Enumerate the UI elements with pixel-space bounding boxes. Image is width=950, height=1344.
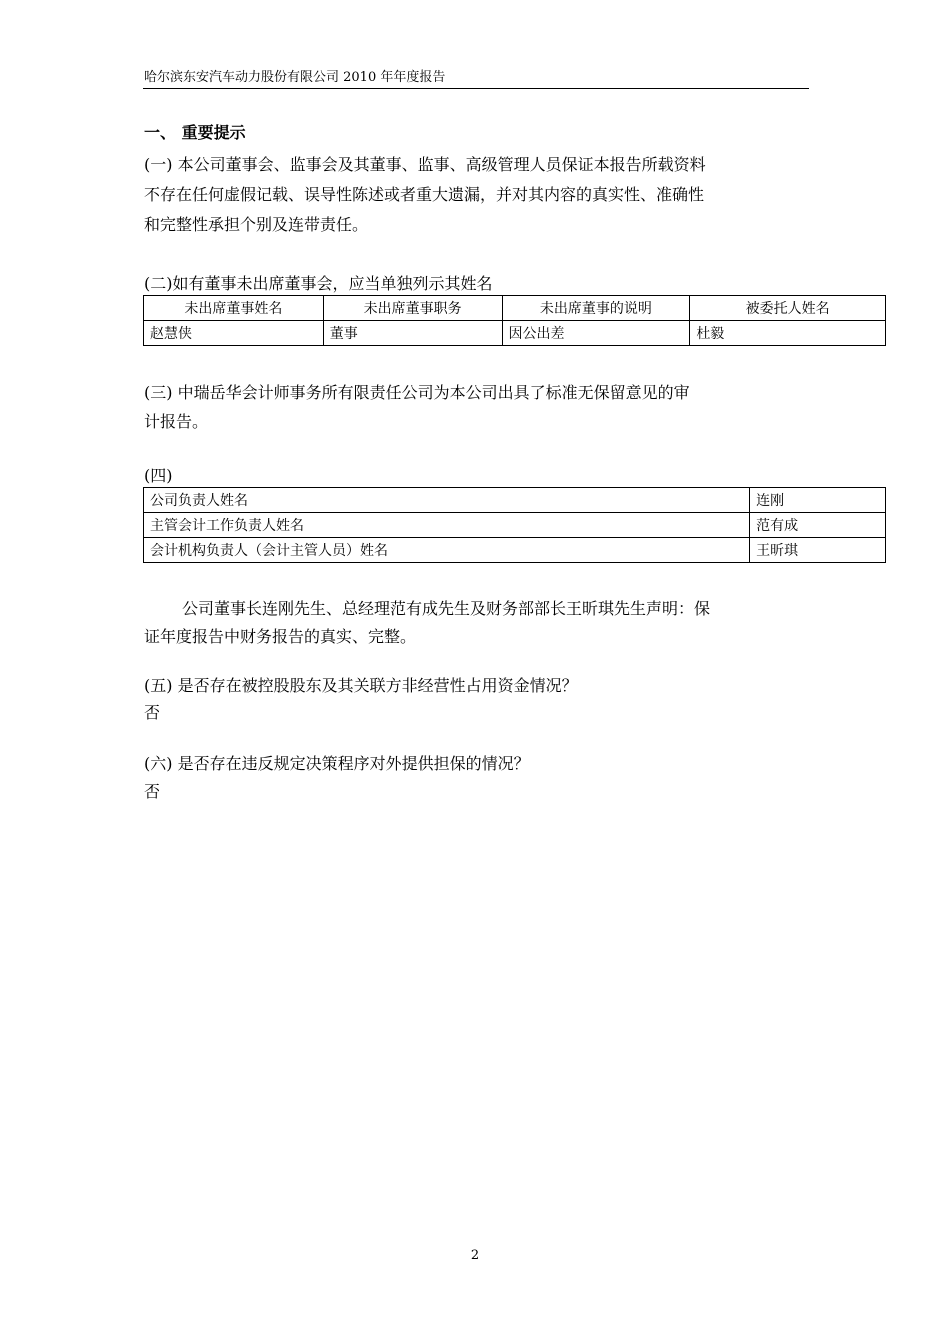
table-cell: 王昕琪 [750,538,886,563]
statement-line-2: 证年度报告中财务报告的真实、完整。 [144,627,417,646]
table-cell: 因公出差 [502,321,690,346]
section-heading: 一、 重要提示 [144,123,246,142]
absent-directors-table [143,295,886,346]
table-cell: 范有成 [750,513,886,538]
report-header: 哈尔滨东安汽车动力股份有限公司 2010 年年度报告 [144,70,446,85]
table-cell: 主管会计工作负责人姓名 [144,513,750,538]
table-row [144,321,886,346]
table-cell: 会计机构负责人（会计主管人员）姓名 [144,538,750,563]
item4-title: (四) [144,466,173,485]
item1-line-2: 不存在任何虚假记载、误导性陈述或者重大遗漏，并对其内容的真实性、准确性 [144,185,705,204]
table-cell: 董事 [323,321,502,346]
item3-line-1: (三) 中瑞岳华会计师事务所有限责任公司为本公司出具了标准无保留意见的审 [144,383,690,402]
table-header-cell: 未出席董事的说明 [502,296,690,321]
item3-line-2: 计报告。 [144,412,209,431]
page-number: 2 [470,1248,480,1263]
item6-question: (六) 是否存在违反规定决策程序对外提供担保的情况？ [144,754,530,773]
item1-line-1: (一) 本公司董事会、监事会及其董事、监事、高级管理人员保证本报告所载资料 [144,155,706,174]
table-header-cell: 未出席董事职务 [323,296,502,321]
item6-answer: 否 [144,782,161,801]
header-rule [143,88,809,89]
item5-question: (五) 是否存在被控股股东及其关联方非经营性占用资金情况？ [144,676,578,695]
table-row [144,488,886,513]
table-header-cell: 被委托人姓名 [690,296,886,321]
statement-line-1: 公司董事长连刚先生、总经理范有成先生及财务部部长王昕琪先生声明：保 [182,599,711,618]
table-cell: 赵慧侠 [144,321,324,346]
table-cell: 连刚 [750,488,886,513]
responsible-persons-table [143,487,886,563]
table-cell: 公司负责人姓名 [144,488,750,513]
item5-answer: 否 [144,703,161,722]
table-row [144,538,886,563]
item1-line-3: 和完整性承担个别及连带责任。 [144,215,369,234]
table-cell: 杜毅 [690,321,886,346]
item2-title: (二)如有董事未出席董事会，应当单独列示其姓名 [144,274,493,293]
table-row [144,513,886,538]
table-header-row [144,296,886,321]
table-header-cell: 未出席董事姓名 [144,296,324,321]
